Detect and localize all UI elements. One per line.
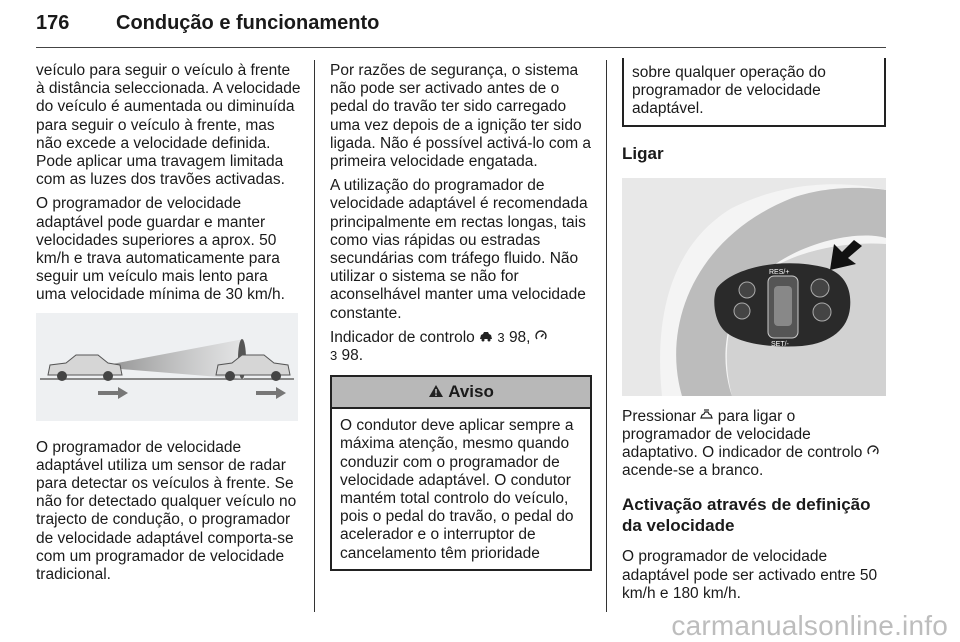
res-label: RES/+ — [769, 268, 790, 276]
set-label: SET/- — [771, 340, 789, 348]
paragraph: veículo para seguir o veículo à frente à distância seleccionada. A velocidade do veículo é aumentada ou diminuída para seguir o veículo à frente, mas não excede a velocidade definida. Pode aplicar uma travagem limitada com as luzes dos travões activadas. — [36, 62, 301, 189]
watermark: carmanualsonline.info — [671, 610, 948, 641]
cancel-button — [734, 303, 750, 319]
speedometer-indicator-icon — [535, 329, 547, 346]
speed-limiter-button — [739, 282, 755, 298]
section-heading: Ligar — [622, 143, 664, 163]
rocker-thumbwheel — [774, 286, 792, 326]
steering-wheel-controls-image — [622, 178, 886, 396]
paragraph: O programador de velocidade adaptável pode ser activado entre 50 km/h e 180 km/h. — [622, 548, 878, 602]
paragraph: Por razões de segurança, o sistema não pode ser activado antes de o pedal do travão ter sido carregado uma vez depois de a ignição ter sido ligada. Não é possível activá-lo com a primeira velocidade engatada. — [330, 62, 592, 171]
car-indicator-icon — [479, 329, 497, 346]
radar-illustration — [36, 313, 298, 421]
header-rule — [36, 47, 886, 48]
column-divider — [314, 60, 315, 612]
warning-title: Aviso — [448, 382, 494, 402]
page-header — [36, 8, 886, 40]
warning-box — [330, 375, 592, 571]
paragraph: O programador de velocidade adaptável pode guardar e manter velocidades superiores a aprox. 50 km/h e trava automaticamente para seguir um veículo mais lento para uma velocidade mínima de 30 km/h. — [36, 195, 285, 304]
warning-header — [332, 377, 590, 409]
page-number: 176 — [36, 12, 70, 34]
paragraph: A utilização do programador de velocidade adaptável é recomendada principalmente em rectas longas, tais como vias rápidas ou estradas secundárias com tráfego fluido. Não utilizar o sistema se não for aconselhável manter uma velocidade constante. — [330, 177, 588, 322]
warning-triangle-icon — [428, 382, 448, 401]
page-reference-icon: 3 — [330, 348, 338, 364]
acc-button-icon — [700, 408, 717, 425]
page-reference: 98. — [341, 347, 364, 365]
paragraph: O programador de velocidade adaptável utiliza um sensor de radar para detectar os veículos à frente. Se não for detectado qualquer veículo no trajecto de condução, o programador de velocidade adaptável comporta-se com um programador de velocidade tradicional. — [36, 438, 297, 584]
warning-continuation: sobre qualquer operação do programador de velocidade adaptável. — [622, 58, 886, 127]
acc-onoff-button — [811, 279, 829, 297]
section-heading: Activação através de definição da velocidade — [622, 495, 871, 536]
page-title: Condução e funcionamento — [116, 12, 380, 34]
page-reference: 98, — [508, 328, 531, 346]
page-reference-icon: 3 — [497, 329, 505, 345]
control-indicator-paragraph: Indicador de controlo 3 98, 3 98. — [330, 329, 592, 365]
column-1 — [36, 62, 302, 590]
warning-text: O condutor deve aplicar sempre a máxima atenção, mesmo quando conduzir com o programador de velocidade adaptável. O condutor mantém total controlo do veículo, pois o pedal do travão, o pedal do acelerador e o interruptor de cancelamento têm prioridade — [340, 417, 574, 562]
column-3 — [622, 60, 886, 609]
column-2 — [330, 62, 592, 571]
paragraph: Pressionar para ligar o programador de velocidade adaptativo. O indicador de controlo acende-se a branco. — [622, 408, 886, 481]
column-divider — [606, 60, 607, 612]
gap-button — [813, 303, 831, 321]
speedometer-indicator-icon — [867, 444, 879, 461]
